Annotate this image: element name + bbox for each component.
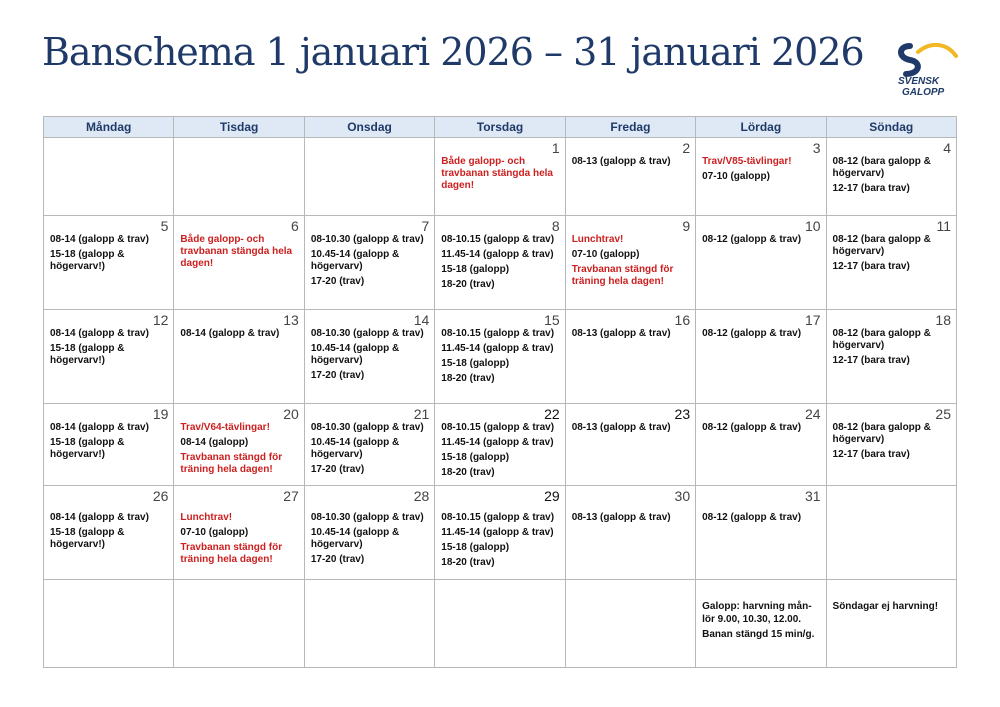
schedule-line: 18-20 (trav) xyxy=(441,557,495,568)
week-row xyxy=(44,486,957,580)
week-row xyxy=(44,138,957,216)
week-row xyxy=(44,310,957,404)
day-number: 23 xyxy=(674,406,691,422)
sunday-note-cell xyxy=(826,580,956,668)
schedule-line: 08-14 (galopp & trav) xyxy=(50,328,149,339)
day-cell xyxy=(44,404,174,486)
footnote-text: Galopp: harvning mån-lör 9.00, 10.30, 12.00. xyxy=(702,601,812,625)
schedule-line: 07-10 (galopp) xyxy=(571,249,640,260)
schedule-line: 08-14 (galopp & trav) xyxy=(50,512,149,523)
schedule-line: 15-18 (galopp) xyxy=(441,452,510,463)
day-number: 25 xyxy=(935,406,951,422)
empty-cell xyxy=(304,138,434,216)
schedule-line: 08-12 (galopp & trav) xyxy=(702,328,802,339)
alert-note: Travbanan stängd för träning hela dagen! xyxy=(180,452,283,475)
schedule-line: 08-12 (bara galopp & högervarv) xyxy=(832,422,931,445)
day-cell xyxy=(174,404,304,486)
schedule-line: 15-18 (galopp) xyxy=(441,358,510,369)
day-cell xyxy=(565,404,695,486)
weekday-header: Måndag xyxy=(44,117,174,138)
day-cell xyxy=(826,138,956,216)
schedule-line: 11.45-14 (galopp & trav) xyxy=(441,343,554,354)
schedule-line: 17-20 (trav) xyxy=(310,464,365,475)
schedule-line: 11.45-14 (galopp & trav) xyxy=(441,249,554,260)
schedule-line: 08-10.30 (galopp & trav) xyxy=(310,328,424,339)
schedule-line: 08-14 (galopp & trav) xyxy=(50,422,149,433)
week-row xyxy=(44,404,957,486)
calendar-table xyxy=(43,116,957,668)
weekday-header-row xyxy=(44,117,957,138)
day-cell xyxy=(304,404,434,486)
footnote-text: Söndagar ej harvning! xyxy=(832,601,939,612)
day-cell xyxy=(696,138,826,216)
day-number: 15 xyxy=(544,312,560,328)
schedule-line: 08-10.15 (galopp & trav) xyxy=(441,422,555,433)
day-number: 26 xyxy=(152,488,169,504)
day-number: 28 xyxy=(413,488,430,504)
schedule-line: 08-10.15 (galopp & trav) xyxy=(441,512,555,523)
day-number: 10 xyxy=(804,218,821,234)
schedule-line: 08-12 (bara galopp & högervarv) xyxy=(832,234,931,257)
day-number: 27 xyxy=(283,488,299,504)
day-cell xyxy=(435,216,565,310)
schedule-line: 08-12 (galopp & trav) xyxy=(702,234,802,245)
day-cell xyxy=(696,216,826,310)
schedule-line: 08-12 (galopp & trav) xyxy=(702,512,802,523)
schedule-line: 10.45-14 (galopp & högervarv) xyxy=(310,527,400,550)
alert-note: Lunchtrav! xyxy=(180,512,233,523)
logo-swoosh-icon xyxy=(896,40,960,80)
day-number: 20 xyxy=(283,406,299,422)
empty-cell xyxy=(174,580,304,668)
day-number: 29 xyxy=(544,488,560,504)
day-number: 4 xyxy=(943,140,951,156)
weekday-header: Lördag xyxy=(696,117,826,138)
day-number: 31 xyxy=(804,488,821,504)
day-cell xyxy=(696,404,826,486)
day-cell xyxy=(565,216,695,310)
alert-note: Travbanan stängd för träning hela dagen! xyxy=(180,542,283,565)
schedule-line: 10.45-14 (galopp & högervarv) xyxy=(310,249,400,272)
day-cell xyxy=(435,138,565,216)
day-number: 8 xyxy=(551,218,560,234)
day-cell xyxy=(826,310,956,404)
schedule-line: 12-17 (bara trav) xyxy=(832,449,910,460)
day-number: 21 xyxy=(413,406,430,422)
empty-cell xyxy=(826,486,956,580)
schedule-line: 08-12 (bara galopp & högervarv) xyxy=(832,328,931,351)
schedule-line: 12-17 (bara trav) xyxy=(832,355,910,366)
empty-cell xyxy=(565,580,695,668)
schedule-line: 17-20 (trav) xyxy=(310,554,365,565)
day-cell xyxy=(44,486,174,580)
day-number: 6 xyxy=(291,218,299,234)
schedule-line: 15-18 (galopp & högervarv!) xyxy=(50,527,125,550)
weekday-header: Fredag xyxy=(565,117,695,138)
weekday-header: Torsdag xyxy=(435,117,565,138)
day-cell xyxy=(565,138,695,216)
alert-note: Travbanan stängd för träning hela dagen! xyxy=(571,264,674,287)
schedule-line: 18-20 (trav) xyxy=(441,279,495,290)
schedule-line: 08-13 (galopp & trav) xyxy=(571,512,671,523)
day-number: 17 xyxy=(804,312,821,328)
day-cell xyxy=(44,310,174,404)
logo-line2: GALOPP xyxy=(902,87,945,98)
day-cell xyxy=(826,216,956,310)
day-number: 3 xyxy=(812,140,821,156)
schedule-line: 18-20 (trav) xyxy=(441,373,495,384)
day-number: 16 xyxy=(674,312,691,328)
schedule-line: 12-17 (bara trav) xyxy=(832,183,910,194)
schedule-line: 18-20 (trav) xyxy=(441,467,495,478)
schedule-line: 08-14 (galopp & trav) xyxy=(50,234,149,245)
schedule-line: 11.45-14 (galopp & trav) xyxy=(441,527,554,538)
alert-note: Både galopp- och travbanan stängda hela dagen! xyxy=(441,156,553,191)
day-number: 14 xyxy=(413,312,430,328)
svensk-galopp-logo xyxy=(896,40,960,102)
harvning-note-cell xyxy=(696,580,826,668)
alert-note: Trav/V64-tävlingar! xyxy=(180,422,270,433)
schedule-line: 08-13 (galopp & trav) xyxy=(571,328,671,339)
schedule-line: 15-18 (galopp & högervarv!) xyxy=(50,343,125,366)
footnote-text: Banan stängd 15 min/g. xyxy=(702,629,815,640)
day-cell xyxy=(304,486,434,580)
day-cell xyxy=(435,404,565,486)
schedule-line: 15-18 (galopp & högervarv!) xyxy=(50,249,125,272)
empty-cell xyxy=(44,138,174,216)
schedule-line: 08-14 (galopp) xyxy=(180,437,249,448)
alert-note: Både galopp- och travbanan stängda hela dagen! xyxy=(180,234,293,269)
day-number: 19 xyxy=(152,406,169,422)
day-number: 11 xyxy=(936,218,951,234)
day-number: 5 xyxy=(160,218,169,234)
logo-line1: SVENSK xyxy=(898,76,940,87)
week-row xyxy=(44,216,957,310)
schedule-line: 08-10.30 (galopp & trav) xyxy=(310,422,424,433)
weekday-header: Tisdag xyxy=(174,117,304,138)
schedule-line: 08-10.30 (galopp & trav) xyxy=(310,512,424,523)
day-cell xyxy=(435,310,565,404)
day-cell xyxy=(826,404,956,486)
schedule-line: 07-10 (galopp) xyxy=(702,171,770,182)
schedule-line: 10.45-14 (galopp & högervarv) xyxy=(310,437,400,460)
day-number: 9 xyxy=(682,218,691,234)
empty-cell xyxy=(44,580,174,668)
day-number: 7 xyxy=(421,218,430,234)
footer-row xyxy=(44,580,957,668)
day-number: 13 xyxy=(283,312,299,328)
schedule-line: 08-12 (galopp & trav) xyxy=(702,422,802,433)
schedule-line: 17-20 (trav) xyxy=(310,276,365,287)
day-cell xyxy=(174,486,304,580)
weekday-header: Söndag xyxy=(826,117,956,138)
schedule-line: 11.45-14 (galopp & trav) xyxy=(441,437,554,448)
schedule-line: 08-10.30 (galopp & trav) xyxy=(310,234,424,245)
day-cell xyxy=(304,310,434,404)
schedule-line: 10.45-14 (galopp & högervarv) xyxy=(310,343,400,366)
day-number: 22 xyxy=(544,406,560,422)
schedule-line: 17-20 (trav) xyxy=(310,370,365,381)
day-cell xyxy=(565,310,695,404)
weekday-header: Onsdag xyxy=(304,117,434,138)
schedule-line: 15-18 (galopp) xyxy=(441,264,510,275)
schedule-line: 15-18 (galopp & högervarv!) xyxy=(50,437,125,460)
day-number: 1 xyxy=(551,140,560,156)
schedule-line: 08-13 (galopp & trav) xyxy=(571,156,671,167)
day-cell xyxy=(565,486,695,580)
day-number: 2 xyxy=(682,140,691,156)
empty-cell xyxy=(304,580,434,668)
day-number: 24 xyxy=(804,406,821,422)
schedule-line: 08-10.15 (galopp & trav) xyxy=(441,234,555,245)
schedule-line: 12-17 (bara trav) xyxy=(832,261,910,272)
day-cell xyxy=(44,216,174,310)
schedule-line: 07-10 (galopp) xyxy=(180,527,249,538)
schedule-line: 08-12 (bara galopp & högervarv) xyxy=(832,156,931,179)
day-cell xyxy=(304,216,434,310)
schedule-line: 08-14 (galopp & trav) xyxy=(180,328,280,339)
day-number: 12 xyxy=(152,312,169,328)
schedule-line: 08-13 (galopp & trav) xyxy=(571,422,671,433)
page-title: Banschema 1 januari 2026 – 31 januari 2026 xyxy=(42,30,864,74)
alert-note: Lunchtrav! xyxy=(571,234,624,245)
day-number: 30 xyxy=(674,488,691,504)
day-cell xyxy=(174,216,304,310)
empty-cell xyxy=(435,580,565,668)
schedule-line: 15-18 (galopp) xyxy=(441,542,510,553)
day-number: 18 xyxy=(935,312,951,328)
schedule-line: 08-10.15 (galopp & trav) xyxy=(441,328,555,339)
day-cell xyxy=(174,310,304,404)
alert-note: Trav/V85-tävlingar! xyxy=(702,156,792,167)
day-cell xyxy=(696,310,826,404)
day-cell xyxy=(435,486,565,580)
day-cell xyxy=(696,486,826,580)
empty-cell xyxy=(174,138,304,216)
